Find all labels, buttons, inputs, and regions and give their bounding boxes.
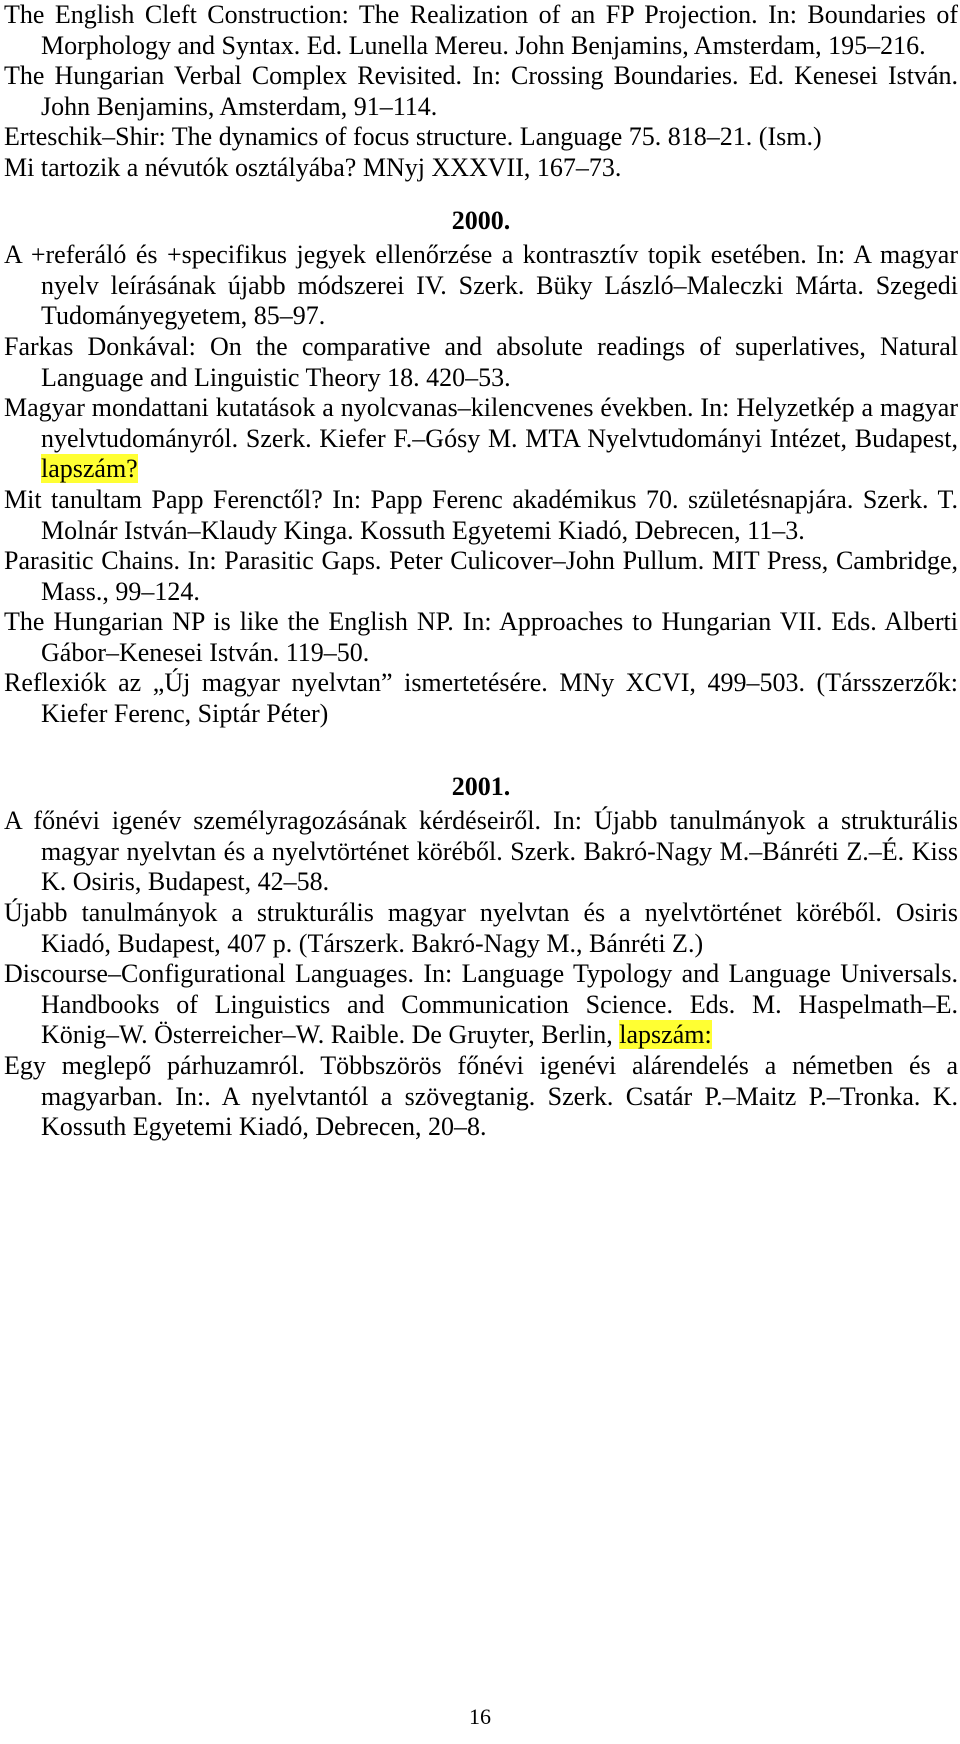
entry-text: The Hungarian NP is like the English NP. In: Approaches to Hungarian VII. Eds. Alberti Gábor–Kenesei István. 119–50. <box>4 607 958 667</box>
entry-text: Discourse–Configurational Languages. In: Language Typology and Language Universals. Handbooks of Linguistics and Communication Science. Eds. M. Haspelmath–E. König–W. Österreicher–W. Raible. De Gruyter, Berlin, <box>4 959 958 1050</box>
bibliography-entry <box>4 806 958 898</box>
bibliography-entry <box>4 485 958 546</box>
bibliography-entry <box>4 240 958 332</box>
highlighted-placeholder: lapszám? <box>41 454 138 484</box>
bibliography-content <box>4 0 958 1143</box>
entry-text: Magyar mondattani kutatások a nyolcvanas–kilencvenes években. In: Helyzetkép a magyar nyelvtudományról. Szerk. Kiefer F.–Gósy M. MTA Nyelvtudományi Intézet, Budapest, <box>4 393 958 453</box>
entry-text: Erteschik–Shir: The dynamics of focus structure. Language 75. 818–21. (Ism.) <box>4 122 822 152</box>
entry-text: Farkas Donkával: On the comparative and absolute readings of superlatives, Natural Language and Linguistic Theory 18. 420–53. <box>4 331 958 392</box>
entry-text: Egy meglepő párhuzamról. Többszörös főnévi igenévi alárendelés a németben és a magyarban. In:. A nyelvtantól a szövegtanig. Szerk. Csatár P.–Maitz P.–Tronka. K. Kossuth Egyetemi Kiadó, Debrecen, 20–8. <box>4 1051 958 1142</box>
highlighted-placeholder: lapszám: <box>619 1020 712 1050</box>
year-heading-2001: 2001. <box>451 771 511 801</box>
entry-text: Mit tanultam Papp Ferenctől? In: Papp Ferenc akadémikus 70. születésnapjára. Szerk. T. Molnár István–Klaudy Kinga. Kossuth Egyetemi Kiadó, Debrecen, 11–3. <box>4 484 958 545</box>
entry-text: Parasitic Chains. In: Parasitic Gaps. Peter Culicover–John Pullum. MIT Press, Cambridge, Mass., 99–124. <box>4 546 958 606</box>
bibliography-entry <box>4 61 958 122</box>
bibliography-entry <box>4 1051 958 1143</box>
entry-text: The Hungarian Verbal Complex Revisited. In: Crossing Boundaries. Ed. Kenesei István. John Benjamins, Amsterdam, 91–114. <box>4 61 958 121</box>
bibliography-entry <box>4 668 958 729</box>
entry-text: A főnévi igenév személyragozásának kérdéseiről. In: Újabb tanulmányok a strukturális magyar nyelvtan és a nyelvtörténet köréből. Szerk. Bakró-Nagy M.–Bánréti Z.–É. Kiss K. Osiris, Budapest, 42–58. <box>4 806 958 897</box>
year-heading-2000: 2000. <box>451 205 511 235</box>
bibliography-entry <box>4 898 958 959</box>
bibliography-entry <box>4 546 958 607</box>
entry-text: Újabb tanulmányok a strukturális magyar nyelvtan és a nyelvtörténet köréből. Osiris Kiadó, Budapest, 407 p. (Társzerk. Bakró-Nagy M., Bánréti Z.) <box>4 898 958 958</box>
entries-2001 <box>4 806 958 1143</box>
bibliography-entry <box>4 122 958 153</box>
entries-pre-2000 <box>4 0 958 184</box>
bibliography-entry <box>4 393 958 485</box>
bibliography-entry <box>4 0 958 61</box>
bibliography-entry <box>4 332 958 393</box>
page-number: 16 <box>469 1704 491 1729</box>
bibliography-entry <box>4 607 958 668</box>
entry-text: A +referáló és +specifikus jegyek ellenőrzése a kontrasztív topik esetében. In: A magyar nyelv leírásának újabb módszerei IV. Szerk. Büky László–Maleczki Márta. Szegedi Tudományegyetem, 85–97. <box>4 240 958 331</box>
entries-2000 <box>4 240 958 730</box>
bibliography-entry <box>4 959 958 1051</box>
entry-text: Mi tartozik a névutók osztályába? MNyj XXXVII, 167–73. <box>4 152 622 182</box>
entry-text: Reflexiók az „Új magyar nyelvtan” ismertetésére. MNy XCVI, 499–503. (Társszerzők: Kiefer Ferenc, Siptár Péter) <box>4 668 958 729</box>
entry-text: The English Cleft Construction: The Realization of an FP Projection. In: Boundaries of Morphology and Syntax. Ed. Lunella Mereu. John Benjamins, Amsterdam, 195–216. <box>4 0 958 60</box>
bibliography-entry <box>4 153 958 184</box>
